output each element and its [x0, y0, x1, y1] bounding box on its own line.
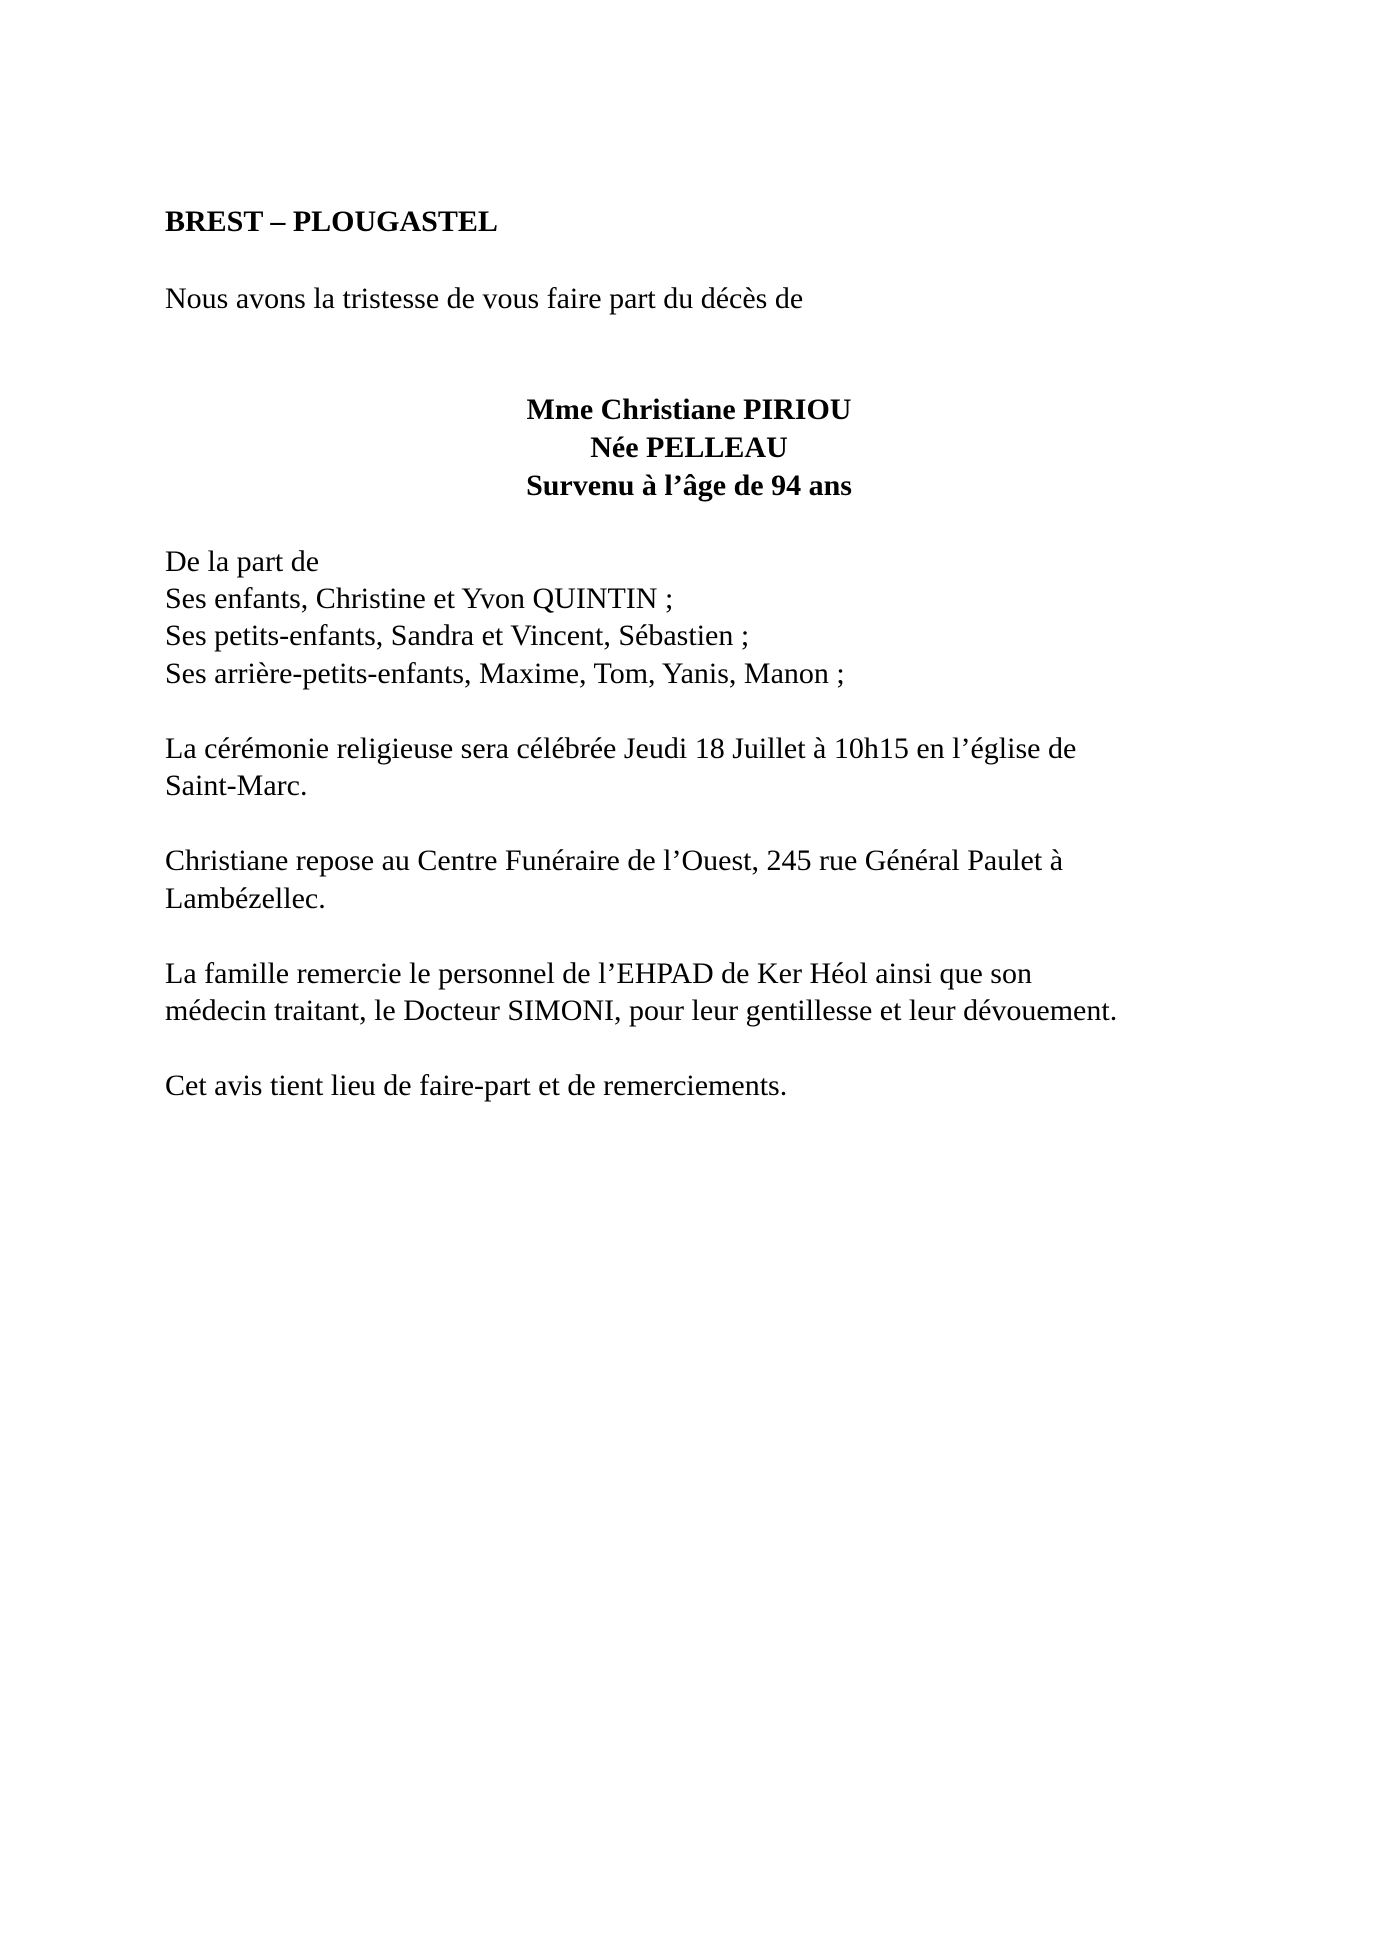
deceased-name: Mme Christiane PIRIOU [526, 393, 852, 426]
closing-text: Cet avis tient lieu de faire-part et de remerciements. [165, 1069, 788, 1102]
family-great-grandchildren: Ses arrière-petits-enfants, Maxime, Tom, Yanis, Manon ; [165, 657, 845, 690]
location-heading: BREST – PLOUGASTEL [165, 205, 498, 238]
ceremony-line-1: La cérémonie religieuse sera célébrée Jeudi 18 Juillet à 10h15 en l’église de [165, 732, 1077, 765]
ceremony-line-2: Saint-Marc. [165, 769, 308, 802]
deceased-age: Survenu à l’âge de 94 ans [526, 469, 852, 502]
deceased-maiden-name: Née PELLEAU [590, 431, 788, 464]
thanks-line-2: médecin traitant, le Docteur SIMONI, pour leur gentillesse et leur dévouement. [165, 994, 1118, 1027]
intro-text: Nous avons la tristesse de vous faire part du décès de [165, 282, 804, 315]
family-intro: De la part de [165, 545, 320, 578]
thanks-line-1: La famille remercie le personnel de l’EHPAD de Ker Héol ainsi que son [165, 957, 1032, 990]
family-grandchildren: Ses petits-enfants, Sandra et Vincent, Sébastien ; [165, 619, 750, 652]
family-children: Ses enfants, Christine et Yvon QUINTIN ; [165, 582, 674, 615]
rest-place-line-1: Christiane repose au Centre Funéraire de l’Ouest, 245 rue Général Paulet à [165, 844, 1064, 877]
rest-place-line-2: Lambézellec. [165, 882, 326, 915]
